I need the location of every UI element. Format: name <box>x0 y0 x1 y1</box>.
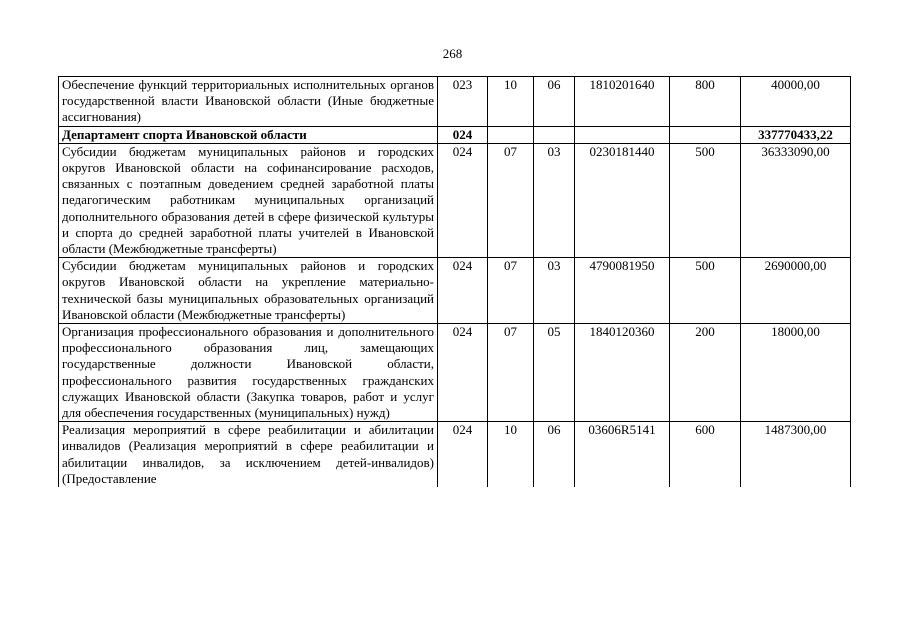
row-vedom-code: 024 <box>438 258 488 324</box>
row-razdel-code: 10 <box>488 422 534 487</box>
row-vid-rashodov <box>670 126 741 143</box>
row-podrazdel-code <box>534 126 575 143</box>
row-description: Реализация мероприятий в сфере реабилитации и абилитации инвалидов (Реализация мероприятий в сфере реабилитации и абилитации инвалидов, за исключением детей-инвалидов) (Предоставление <box>59 422 438 487</box>
row-vid-rashodov: 600 <box>670 422 741 487</box>
table-row <box>59 258 851 324</box>
table-row <box>59 77 851 127</box>
row-podrazdel-code: 06 <box>534 77 575 127</box>
row-vid-rashodov: 800 <box>670 77 741 127</box>
row-celevaya-statya <box>575 126 670 143</box>
row-vid-rashodov: 500 <box>670 258 741 324</box>
row-vedom-code: 024 <box>438 422 488 487</box>
table-row <box>59 422 851 487</box>
row-amount: 2690000,00 <box>741 258 851 324</box>
row-description: Департамент спорта Ивановской области <box>59 126 438 143</box>
row-podrazdel-code: 03 <box>534 143 575 257</box>
row-description: Организация профессионального образования и дополнительного профессионального образования лиц, замещающих государственные должности Ивановской области, профессионального развития государственных гражданских служащих Ивановской области (Закупка товаров, работ и услуг для обеспечения государственных (муниципальных) нужд) <box>59 324 438 422</box>
row-razdel-code <box>488 126 534 143</box>
row-vedom-code: 024 <box>438 126 488 143</box>
row-podrazdel-code: 03 <box>534 258 575 324</box>
table-row <box>59 143 851 257</box>
row-celevaya-statya: 1840120360 <box>575 324 670 422</box>
row-description: Субсидии бюджетам муниципальных районов и городских округов Ивановской области на укрепление материально-технической базы муниципальных образовательных организаций Ивановской области (Межбюджетные трансферты) <box>59 258 438 324</box>
row-celevaya-statya: 1810201640 <box>575 77 670 127</box>
row-razdel-code: 07 <box>488 324 534 422</box>
row-description: Субсидии бюджетам муниципальных районов и городских округов Ивановской области на софинансирование расходов, связанных с поэтапным доведением средней заработной платы педагогическим работникам муниципальных организаций дополнительного образования детей в сфере физической культуры и спорта до средней заработной платы учителей в Ивановской области (Межбюджетные трансферты) <box>59 143 438 257</box>
row-vid-rashodov: 500 <box>670 143 741 257</box>
row-celevaya-statya: 0230181440 <box>575 143 670 257</box>
budget-table <box>58 76 851 487</box>
row-vedom-code: 024 <box>438 324 488 422</box>
row-razdel-code: 07 <box>488 143 534 257</box>
row-vid-rashodov: 200 <box>670 324 741 422</box>
row-celevaya-statya: 03606R5141 <box>575 422 670 487</box>
row-celevaya-statya: 4790081950 <box>575 258 670 324</box>
row-vedom-code: 023 <box>438 77 488 127</box>
row-amount: 18000,00 <box>741 324 851 422</box>
table-row <box>59 324 851 422</box>
page-number: 268 <box>442 46 463 61</box>
row-razdel-code: 10 <box>488 77 534 127</box>
row-amount: 1487300,00 <box>741 422 851 487</box>
row-amount: 337770433,22 <box>741 126 851 143</box>
row-amount: 40000,00 <box>741 77 851 127</box>
row-podrazdel-code: 05 <box>534 324 575 422</box>
row-podrazdel-code: 06 <box>534 422 575 487</box>
row-vedom-code: 024 <box>438 143 488 257</box>
row-razdel-code: 07 <box>488 258 534 324</box>
row-amount: 36333090,00 <box>741 143 851 257</box>
table-row-department <box>59 126 851 143</box>
row-description: Обеспечение функций территориальных исполнительных органов государственной власти Ивановской области (Иные бюджетные ассигнования) <box>59 77 438 127</box>
